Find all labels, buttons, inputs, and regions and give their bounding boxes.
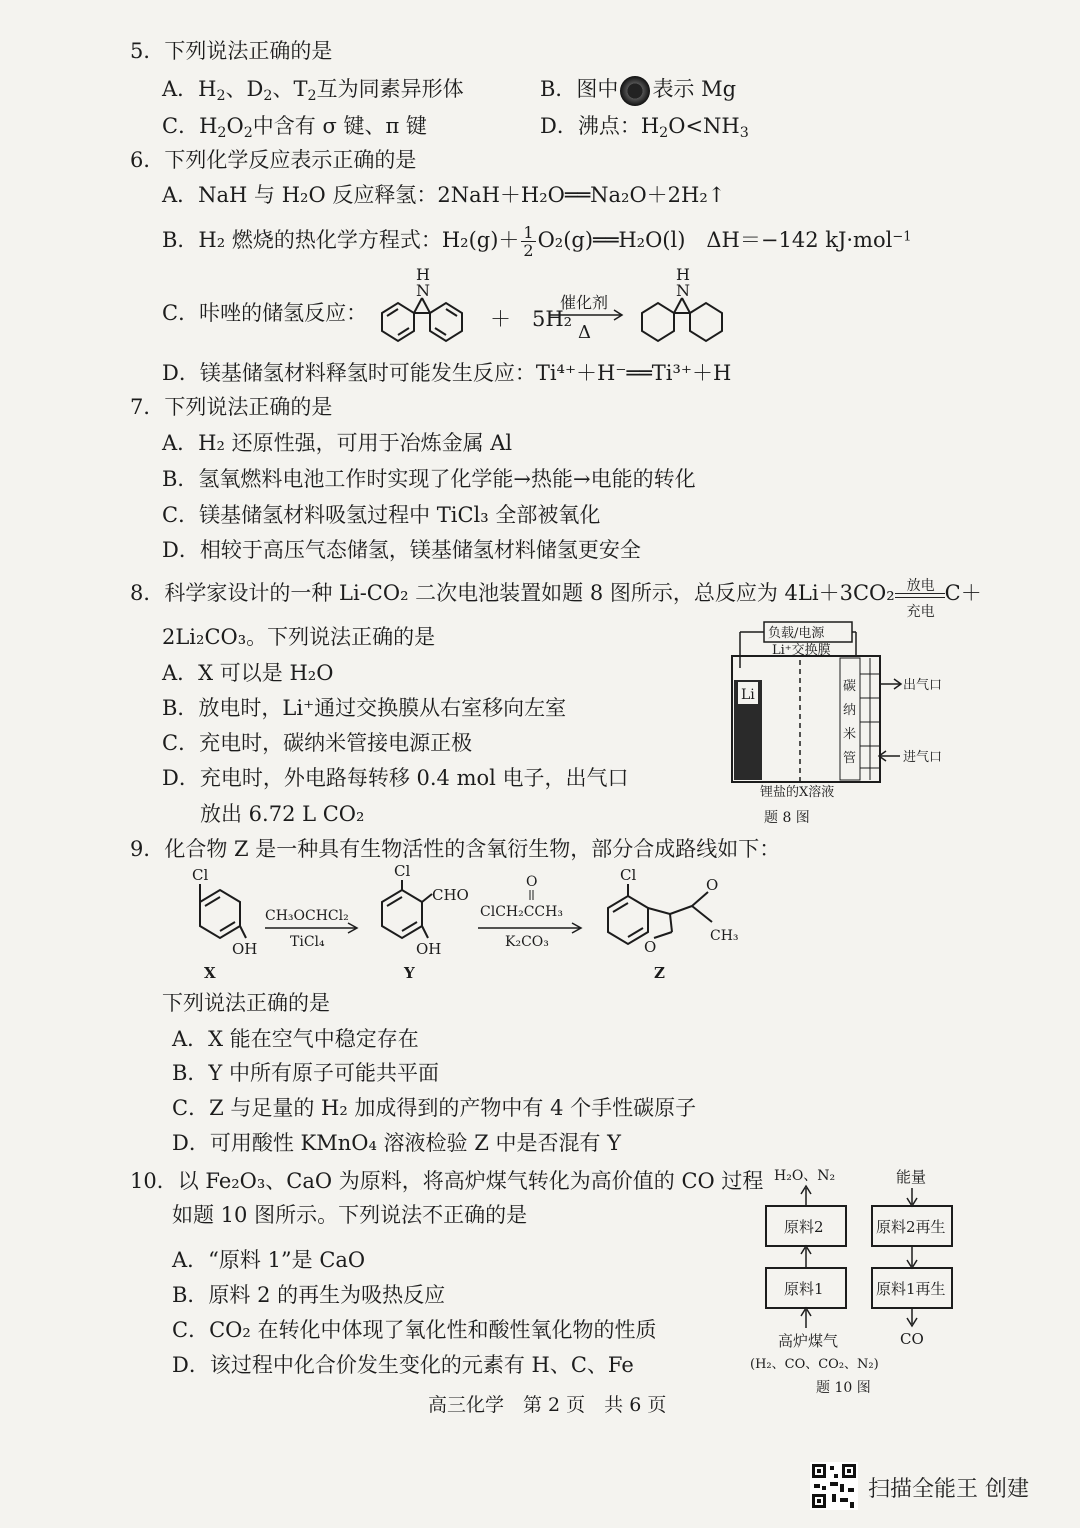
li-co2-battery-diagram [728, 618, 960, 830]
carbazole-reaction-diagram [360, 268, 760, 358]
heat-label: Δ [578, 322, 591, 343]
mg-atom-icon [620, 76, 650, 106]
z-ch3: CH₃ [710, 928, 739, 944]
carbazole-h: H [416, 268, 430, 284]
q8-stem-line2: 2Li₂CO₃。下列说法正确的是 [162, 625, 436, 649]
q9-option-b: B．Y 中所有原子可能共平面 [172, 1061, 439, 1085]
q7-option-d: D．相较于高压气态储氢，镁基储氢材料储氢更安全 [162, 538, 641, 562]
page-footer: 高三化学 第 2 页 共 6 页 [428, 1394, 667, 1416]
q10-option-d: D．该过程中化合价发生变化的元素有 H、C、Fe [172, 1353, 634, 1377]
y-label: Y [404, 964, 415, 982]
li-electrode-label: Li [741, 687, 755, 703]
z-carbonyl-o: O [706, 876, 719, 894]
z-o: O [644, 938, 657, 956]
q8-option-a: A．X 可以是 H₂O [162, 661, 334, 685]
q8-stem-line1: 8．科学家设计的一种 Li-CO₂ 二次电池装置如题 8 图所示，总反应为 4Li＋3CO₂ 放电 充电 C＋ [130, 577, 982, 620]
blast-furnace-gas-flow-diagram [744, 1160, 964, 1400]
box-material1: 原料1 [784, 1280, 824, 1298]
reagent1-bottom: TiCl₄ [290, 934, 325, 950]
reagent2-bottom: K₂CO₃ [505, 934, 549, 950]
solution-label: 锂盐的X溶液 [760, 785, 835, 800]
outlet-label: 出气口 [903, 678, 943, 693]
product-h: H [676, 268, 690, 284]
q5-stem: 5．下列说法正确的是 [130, 39, 333, 63]
x-oh: OH [232, 940, 258, 958]
q5-option-d: D．沸点：$H_2O<NH_3$ [540, 114, 749, 141]
synthesis-route-diagram [160, 862, 760, 986]
output-h2o-n2: H₂O、N₂ [774, 1168, 836, 1184]
product-n: N [676, 281, 690, 300]
gas-composition-label: (H₂、CO、CO₂、N₂) [750, 1357, 879, 1372]
q7-option-b: B．氢氧燃料电池工作时实现了化学能→热能→电能的转化 [162, 467, 696, 491]
q6-option-a: A．NaH 与 H₂O 反应释氢：2NaH＋H₂O══Na₂O＋2H₂↑ [162, 183, 726, 207]
q8-option-d-line2: 放出 6.72 L CO₂ [200, 802, 365, 826]
q10-stem-line2: 如题 10 图所示。下列说法不正确的是 [172, 1203, 528, 1227]
scanner-watermark: 扫描全能王 创建 [868, 1477, 1029, 1502]
q8-option-c: C．充电时，碳纳米管接电源正极 [162, 731, 473, 755]
box-material2: 原料2 [784, 1218, 824, 1236]
q9-sub-stem: 下列说法正确的是 [162, 991, 330, 1015]
q7-option-a: A．H₂ 还原性强，可用于冶炼金属 Al [162, 431, 513, 455]
q9-option-d: D．可用酸性 KMnO₄ 溶液检验 Z 中是否混有 Y [172, 1131, 622, 1155]
fig8-caption: 题 8 图 [764, 810, 810, 826]
x-cl: Cl [192, 866, 209, 884]
cnt-char-1: 碳 [843, 679, 857, 694]
z-cl: Cl [620, 866, 637, 884]
q10-option-a: A．“原料 1”是 CaO [172, 1248, 366, 1272]
inlet-label: 进气口 [903, 750, 943, 765]
q6-option-d: D．镁基储氢材料释氢时可能发生反应：Ti⁴⁺＋H⁻══Ti³⁺＋H [162, 361, 732, 385]
plus-5h2: ＋ 5H₂ [490, 307, 573, 331]
blast-furnace-gas-label: 高炉煤气 [778, 1332, 839, 1350]
y-cho: CHO [432, 886, 469, 904]
y-cl: Cl [394, 862, 411, 880]
q6-option-c-label: C．咔唑的储氢反应： [162, 301, 368, 325]
q10-stem-line1: 10．以 Fe₂O₃、CaO 为原料，将高炉煤气转化为高价值的 CO 过程 [130, 1169, 764, 1193]
q9-option-c: C．Z 与足量的 H₂ 加成得到的产物中有 4 个手性碳原子 [172, 1096, 697, 1120]
q5-option-b: B．图中 表示 Mg [540, 74, 736, 106]
catalyst-label: 催化剂 [560, 293, 609, 312]
fraction-half: $\frac{1}{2}$ [523, 223, 534, 260]
q9-option-a: A．X 能在空气中稳定存在 [172, 1027, 419, 1051]
reagent2-top: ClCH₂CCH₃ [480, 904, 563, 920]
x-label: X [204, 964, 216, 982]
box-material1-regen: 原料1再生 [876, 1280, 946, 1298]
qr-code-icon [810, 1462, 858, 1510]
q10-option-b: B．原料 2 的再生为吸热反应 [172, 1283, 446, 1307]
fig10-caption: 题 10 图 [816, 1380, 871, 1396]
reagent1-top: CH₃OCHCl₂ [265, 908, 349, 924]
q7-option-c: C．镁基储氢材料吸氢过程中 TiCl₃ 全部被氧化 [162, 503, 601, 527]
box-material2-regen: 原料2再生 [876, 1218, 946, 1236]
q6-stem: 6．下列化学反应表示正确的是 [130, 148, 417, 172]
q5-option-a: A．$H_2$、$D_2$、$T_2$互为同素异形体 [162, 77, 464, 104]
q7-stem: 7．下列说法正确的是 [130, 395, 333, 419]
q9-stem: 9．化合物 Z 是一种具有生物活性的含氧衍生物，部分合成路线如下： [130, 837, 781, 861]
q5-option-c: C．$H_2O_2$中含有 σ 键、π 键 [162, 114, 427, 141]
q8-option-b: B．放电时，Li⁺通过交换膜从右室移向左室 [162, 696, 567, 720]
cnt-char-2: 纳 [843, 703, 857, 718]
y-oh: OH [416, 940, 442, 958]
membrane-label: Li⁺交换膜 [772, 643, 831, 658]
cnt-char-4: 管 [843, 751, 857, 766]
carbazole-n: N [416, 281, 430, 300]
q10-option-c: C．CO₂ 在转化中体现了氧化性和酸性氧化物的性质 [172, 1318, 657, 1342]
q6-option-b: B．H₂ 燃烧的热化学方程式：H₂(g)＋ $\frac{1}{2}$ O₂(g)══H₂O(l) ΔH＝−142 kJ·mol$^{-1}$ [162, 223, 912, 260]
co-output-label: CO [900, 1330, 924, 1348]
z-label: Z [654, 964, 665, 982]
cnt-char-3: 米 [843, 727, 857, 742]
q8-option-d-line1: D．充电时，外电路每转移 0.4 mol 电子，出气口 [162, 766, 629, 790]
energy-label: 能量 [896, 1168, 927, 1186]
reversible-arrow: 放电 充电 [895, 585, 945, 605]
reagent2-o: O [526, 874, 538, 890]
load-label: 负载/电源 [768, 626, 825, 641]
